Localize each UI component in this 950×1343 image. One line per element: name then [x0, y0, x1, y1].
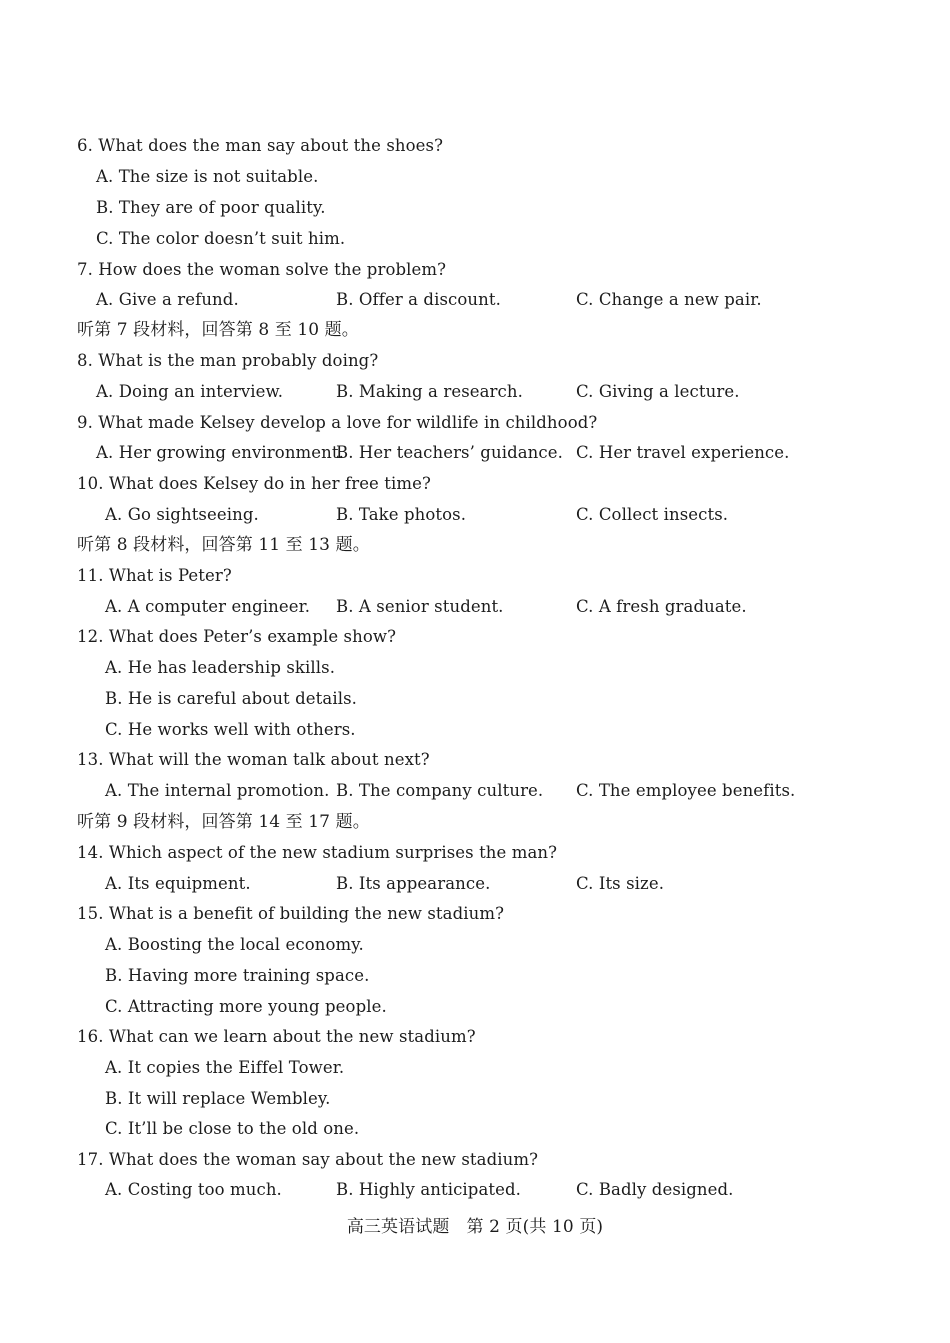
page-footer: 高三英语试题 第 2 页(共 10 页) — [346, 1217, 604, 1237]
question-12-option-b: B. He is careful about details. — [105, 689, 357, 708]
question-17-option-a: A. Costing too much. — [105, 1180, 282, 1199]
question-9-stem: 9. What made Kelsey develop a love for wildlife in childhood? — [77, 413, 598, 432]
question-6-stem: 6. What does the man say about the shoes? — [77, 136, 444, 155]
question-13-option-b: B. The company culture. — [336, 781, 544, 800]
question-7-option-a: A. Give a refund. — [96, 290, 239, 309]
question-9-option-c: C. Her travel experience. — [576, 443, 790, 462]
question-10-option-c: C. Collect insects. — [576, 505, 729, 524]
question-14-option-c: C. Its size. — [576, 874, 665, 893]
question-7-stem: 7. How does the woman solve the problem? — [77, 260, 447, 279]
question-13-option-a: A. The internal promotion. — [105, 781, 330, 800]
question-14-option-a: A. Its equipment. — [105, 874, 251, 893]
question-11-option-c: C. A fresh graduate. — [576, 597, 747, 616]
question-11-option-a: A. A computer engineer. — [105, 597, 311, 616]
question-8-stem: 8. What is the man probably doing? — [77, 351, 379, 370]
question-17-option-b: B. Highly anticipated. — [336, 1180, 522, 1199]
question-6-option-b: B. They are of poor quality. — [96, 198, 326, 217]
question-16-option-b: B. It will replace Wembley. — [105, 1089, 331, 1108]
question-9-option-a: A. Her growing environment. — [96, 443, 344, 462]
question-15-option-c: C. Attracting more young people. — [105, 997, 387, 1016]
question-16-stem: 16. What can we learn about the new stadium? — [77, 1027, 476, 1046]
question-17-option-c: C. Badly designed. — [576, 1180, 734, 1199]
section-heading-9: 听第 9 段材料，回答第 14 至 17 题。 — [77, 812, 370, 832]
question-14-stem: 14. Which aspect of the new stadium surprises the man? — [77, 843, 558, 862]
question-8-option-a: A. Doing an interview. — [96, 382, 284, 401]
question-12-option-c: C. He works well with others. — [105, 720, 356, 739]
question-9-option-b: B. Her teachers’ guidance. — [336, 443, 563, 462]
question-16-option-a: A. It copies the Eiffel Tower. — [105, 1058, 345, 1077]
question-14-option-b: B. Its appearance. — [336, 874, 491, 893]
question-15-option-a: A. Boosting the local economy. — [105, 935, 364, 954]
question-8-option-b: B. Making a research. — [336, 382, 523, 401]
question-7-option-c: C. Change a new pair. — [576, 290, 762, 309]
question-8-option-c: C. Giving a lecture. — [576, 382, 740, 401]
question-10-option-a: A. Go sightseeing. — [105, 505, 259, 524]
question-15-stem: 15. What is a benefit of building the new stadium? — [77, 904, 505, 923]
question-6-option-c: C. The color doesn’t suit him. — [96, 229, 346, 248]
question-17-stem: 17. What does the woman say about the new stadium? — [77, 1150, 539, 1169]
question-16-option-c: C. It’ll be close to the old one. — [105, 1119, 360, 1138]
question-15-option-b: B. Having more training space. — [105, 966, 370, 985]
question-10-stem: 10. What does Kelsey do in her free time? — [77, 474, 431, 493]
question-10-option-b: B. Take photos. — [336, 505, 467, 524]
question-6-option-a: A. The size is not suitable. — [96, 167, 319, 186]
question-13-option-c: C. The employee benefits. — [576, 781, 796, 800]
question-7-option-b: B. Offer a discount. — [336, 290, 501, 309]
question-11-option-b: B. A senior student. — [336, 597, 504, 616]
question-12-option-a: A. He has leadership skills. — [105, 658, 336, 677]
question-12-stem: 12. What does Peter’s example show? — [77, 627, 397, 646]
section-heading-7: 听第 7 段材料，回答第 8 至 10 题。 — [77, 320, 359, 340]
question-13-stem: 13. What will the woman talk about next? — [77, 750, 430, 769]
question-11-stem: 11. What is Peter? — [77, 566, 232, 585]
section-heading-8: 听第 8 段材料，回答第 11 至 13 题。 — [77, 535, 370, 555]
